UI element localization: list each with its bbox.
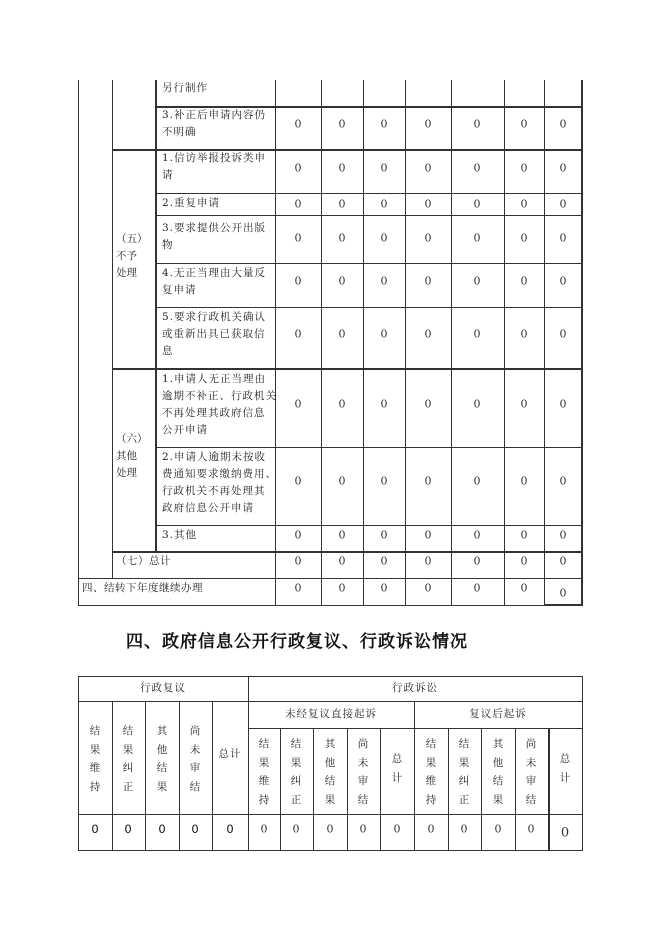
carry-cell-value: 0	[559, 586, 567, 600]
group-line: 不予	[116, 250, 137, 262]
label-line: 3.其他	[162, 529, 198, 541]
table-cell-value: 0	[559, 161, 567, 175]
carry-cell-value: 0	[520, 581, 528, 595]
label-line: 物	[162, 239, 174, 251]
table-cell-value: 0	[424, 474, 432, 488]
table-cell-value: 0	[473, 528, 481, 542]
group-line: 处理	[116, 467, 137, 479]
table-cell-value: 0	[424, 117, 432, 131]
row-label-fee-overdue	[162, 449, 277, 517]
table-cell-value: 0	[91, 822, 99, 836]
table-cell-value: 0	[520, 161, 528, 175]
table-cell-value: 0	[520, 327, 528, 341]
table-cell-value: 0	[294, 274, 302, 288]
total-label: （七）总计	[116, 555, 171, 567]
header-admin-review: 行政复议	[140, 682, 186, 694]
table-cell-value: 0	[338, 197, 346, 211]
table-cell-value: 0	[338, 274, 346, 288]
table-cell-value: 0	[380, 274, 388, 288]
label-line: 息	[162, 345, 174, 357]
carry-cell-value: 0	[473, 581, 481, 595]
table-cell-value: 0	[294, 327, 302, 341]
table-cell-value: 0	[424, 274, 432, 288]
label-line: 逾期不补正、行政机关	[162, 390, 277, 402]
table-cell-value: 0	[338, 528, 346, 542]
table-cell-value: 0	[460, 822, 468, 836]
table-cell-value: 0	[520, 274, 528, 288]
column-header-col-other: 其 他 结 果	[492, 738, 504, 806]
header-after-review: 复议后起诉	[469, 708, 527, 720]
carry-cell-value: 0	[424, 581, 432, 595]
total-cell-value: 0	[473, 554, 481, 568]
table-cell-value: 0	[520, 474, 528, 488]
table-cell-value: 0	[338, 117, 346, 131]
table-cell-value: 0	[292, 822, 300, 836]
carry-over-label: 四、结转下年度继续办理	[82, 582, 203, 594]
table-cell-value: 0	[294, 161, 302, 175]
table-cell-value: 0	[380, 528, 388, 542]
table-cell-value: 0	[359, 822, 367, 836]
carry-cell-value: 0	[294, 581, 302, 595]
label-line: 4.无正当理由大量反	[162, 267, 267, 279]
table-cell-value: 0	[124, 822, 132, 836]
table-cell-value: 0	[520, 528, 528, 542]
table-cell-value: 0	[338, 397, 346, 411]
label-line: 或重新出具已获取信	[162, 328, 266, 340]
table-cell-value: 0	[473, 397, 481, 411]
table-cell-value: 0	[559, 274, 567, 288]
column-header-col-result-keep: 结 果 维 持	[258, 738, 270, 806]
label-line: 3.要求提供公开出版	[162, 222, 267, 234]
table-cell-value: 0	[424, 231, 432, 245]
label-line: 5.要求行政机关确认	[162, 311, 267, 323]
table-cell-value: 0	[473, 327, 481, 341]
label-line: 2.申请人逾期未按收	[162, 451, 267, 463]
label-line: 行政机关不再处理其	[162, 485, 266, 497]
table-cell-value: 0	[294, 397, 302, 411]
label-line: 1.信访举报投诉类申	[162, 152, 267, 164]
table-cell-value: 0	[559, 528, 567, 542]
label-line: 费通知要求缴纳费用、	[162, 468, 277, 480]
table-cell-value: 0	[380, 474, 388, 488]
table-cell-value: 0	[260, 822, 268, 836]
label-line: 政府信息公开申请	[162, 502, 254, 514]
row-label-mass-repeat	[162, 265, 266, 299]
column-header-col-result-correct: 结 果 纠 正	[122, 725, 134, 793]
label-line: 3.补正后申请内容仍	[162, 109, 267, 121]
group-line: 处理	[116, 267, 137, 279]
column-header-total: 总 计	[559, 753, 571, 784]
table-cell-value: 0	[559, 231, 567, 245]
table-cell-value: 0	[473, 474, 481, 488]
table-cell-value: 0	[226, 822, 234, 836]
table-cell-value: 0	[294, 197, 302, 211]
column-header-col-pending: 尚 未 审 结	[357, 738, 369, 806]
column-header-col-pending: 尚 未 审 结	[525, 738, 537, 806]
row-label-another-production	[162, 80, 208, 97]
table-cell-value: 0	[473, 161, 481, 175]
table-cell-value: 0	[424, 397, 432, 411]
column-header-total: 总计	[218, 748, 242, 760]
table-cell-value: 0	[191, 822, 199, 836]
total-cell-value: 0	[338, 554, 346, 568]
table-cell-value: 0	[294, 231, 302, 245]
column-header-total: 总 计	[391, 753, 403, 784]
table-cell-value: 0	[559, 327, 567, 341]
table-cell-value: 0	[294, 474, 302, 488]
table-cell-value: 0	[294, 528, 302, 542]
label-line: 1.申请人无正当理由	[162, 373, 267, 385]
table-cell-value: 0	[424, 528, 432, 542]
table-cell-value: 0	[380, 327, 388, 341]
total-cell-value: 0	[380, 554, 388, 568]
label-line: 不再处理其政府信息	[162, 407, 266, 419]
total-cell-value: 0	[424, 554, 432, 568]
total-cell-value: 0	[520, 554, 528, 568]
table-cell-value: 0	[424, 197, 432, 211]
group-line: （六）	[116, 433, 148, 445]
table-cell-value: 0	[294, 117, 302, 131]
table-cell-value: 0	[393, 822, 401, 836]
column-header-col-pending: 尚 未 审 结	[189, 725, 201, 793]
row-label-public-publications	[162, 220, 266, 254]
label-line: 公开申请	[162, 424, 208, 436]
table-cell-value: 0	[427, 822, 435, 836]
table-cell-value: 0	[520, 231, 528, 245]
table-cell-value: 0	[560, 825, 570, 841]
row-label-other	[162, 527, 197, 544]
table-cell-value: 0	[424, 327, 432, 341]
table-cell-value: 0	[338, 327, 346, 341]
table-cell-value: 0	[559, 197, 567, 211]
label-line: 复申请	[162, 284, 197, 296]
column-header-col-result-keep: 结 果 维 持	[425, 738, 437, 806]
column-header-col-result-keep: 结 果 维 持	[89, 725, 101, 793]
group-line: （五）	[116, 233, 148, 245]
row-label-no-correction	[162, 371, 277, 439]
row-label-repeat-application	[162, 195, 220, 212]
table-cell-value: 0	[520, 117, 528, 131]
table-cell-value: 0	[338, 161, 346, 175]
row-label-confirm-reissue	[162, 309, 266, 360]
table-cell-value: 0	[520, 397, 528, 411]
table-cell-value: 0	[473, 117, 481, 131]
column-header-col-result-correct: 结 果 纠 正	[458, 738, 470, 806]
carry-cell-value: 0	[338, 581, 346, 595]
carry-cell-value: 0	[380, 581, 388, 595]
table-cell-value: 0	[473, 197, 481, 211]
table-cell-value: 0	[380, 397, 388, 411]
section-heading: 四、政府信息公开行政复议、行政诉讼情况	[126, 632, 468, 652]
total-cell-value: 0	[559, 554, 567, 568]
header-admin-litigation: 行政诉讼	[392, 682, 438, 694]
table-cell-value: 0	[380, 161, 388, 175]
column-header-col-result-correct: 结 果 纠 正	[290, 738, 302, 806]
table-cell-value: 0	[380, 117, 388, 131]
group-label-other-processing	[116, 431, 148, 482]
label-line: 2.重复申请	[162, 197, 221, 209]
row-label-petition-complaint	[162, 150, 266, 184]
column-header-col-other: 其 他 结 果	[156, 725, 168, 793]
table-cell-value: 0	[559, 117, 567, 131]
column-header-col-other: 其 他 结 果	[324, 738, 336, 806]
label-line: 不明确	[162, 126, 197, 138]
table-cell-value: 0	[473, 274, 481, 288]
table-cell-value: 0	[494, 822, 502, 836]
total-cell-value: 0	[294, 554, 302, 568]
table-cell-value: 0	[380, 197, 388, 211]
header-direct-litigation: 未经复议直接起诉	[285, 708, 377, 720]
table-cell-value: 0	[424, 161, 432, 175]
group-label-not-processed	[116, 231, 148, 282]
table-cell-value: 0	[380, 231, 388, 245]
table-cell-value: 0	[158, 822, 166, 836]
table-cell-value: 0	[326, 822, 334, 836]
table-cell-value: 0	[473, 231, 481, 245]
label-line: 请	[162, 169, 174, 181]
table-cell-value: 0	[338, 474, 346, 488]
table-cell-value: 0	[520, 197, 528, 211]
group-line: 其他	[116, 450, 137, 462]
table-cell-value: 0	[559, 397, 567, 411]
table-cell-value: 0	[559, 474, 567, 488]
row-label-still-unclear	[162, 107, 266, 141]
label-line: 另行制作	[162, 82, 208, 94]
table-cell-value: 0	[338, 231, 346, 245]
table-cell-value: 0	[527, 822, 535, 836]
